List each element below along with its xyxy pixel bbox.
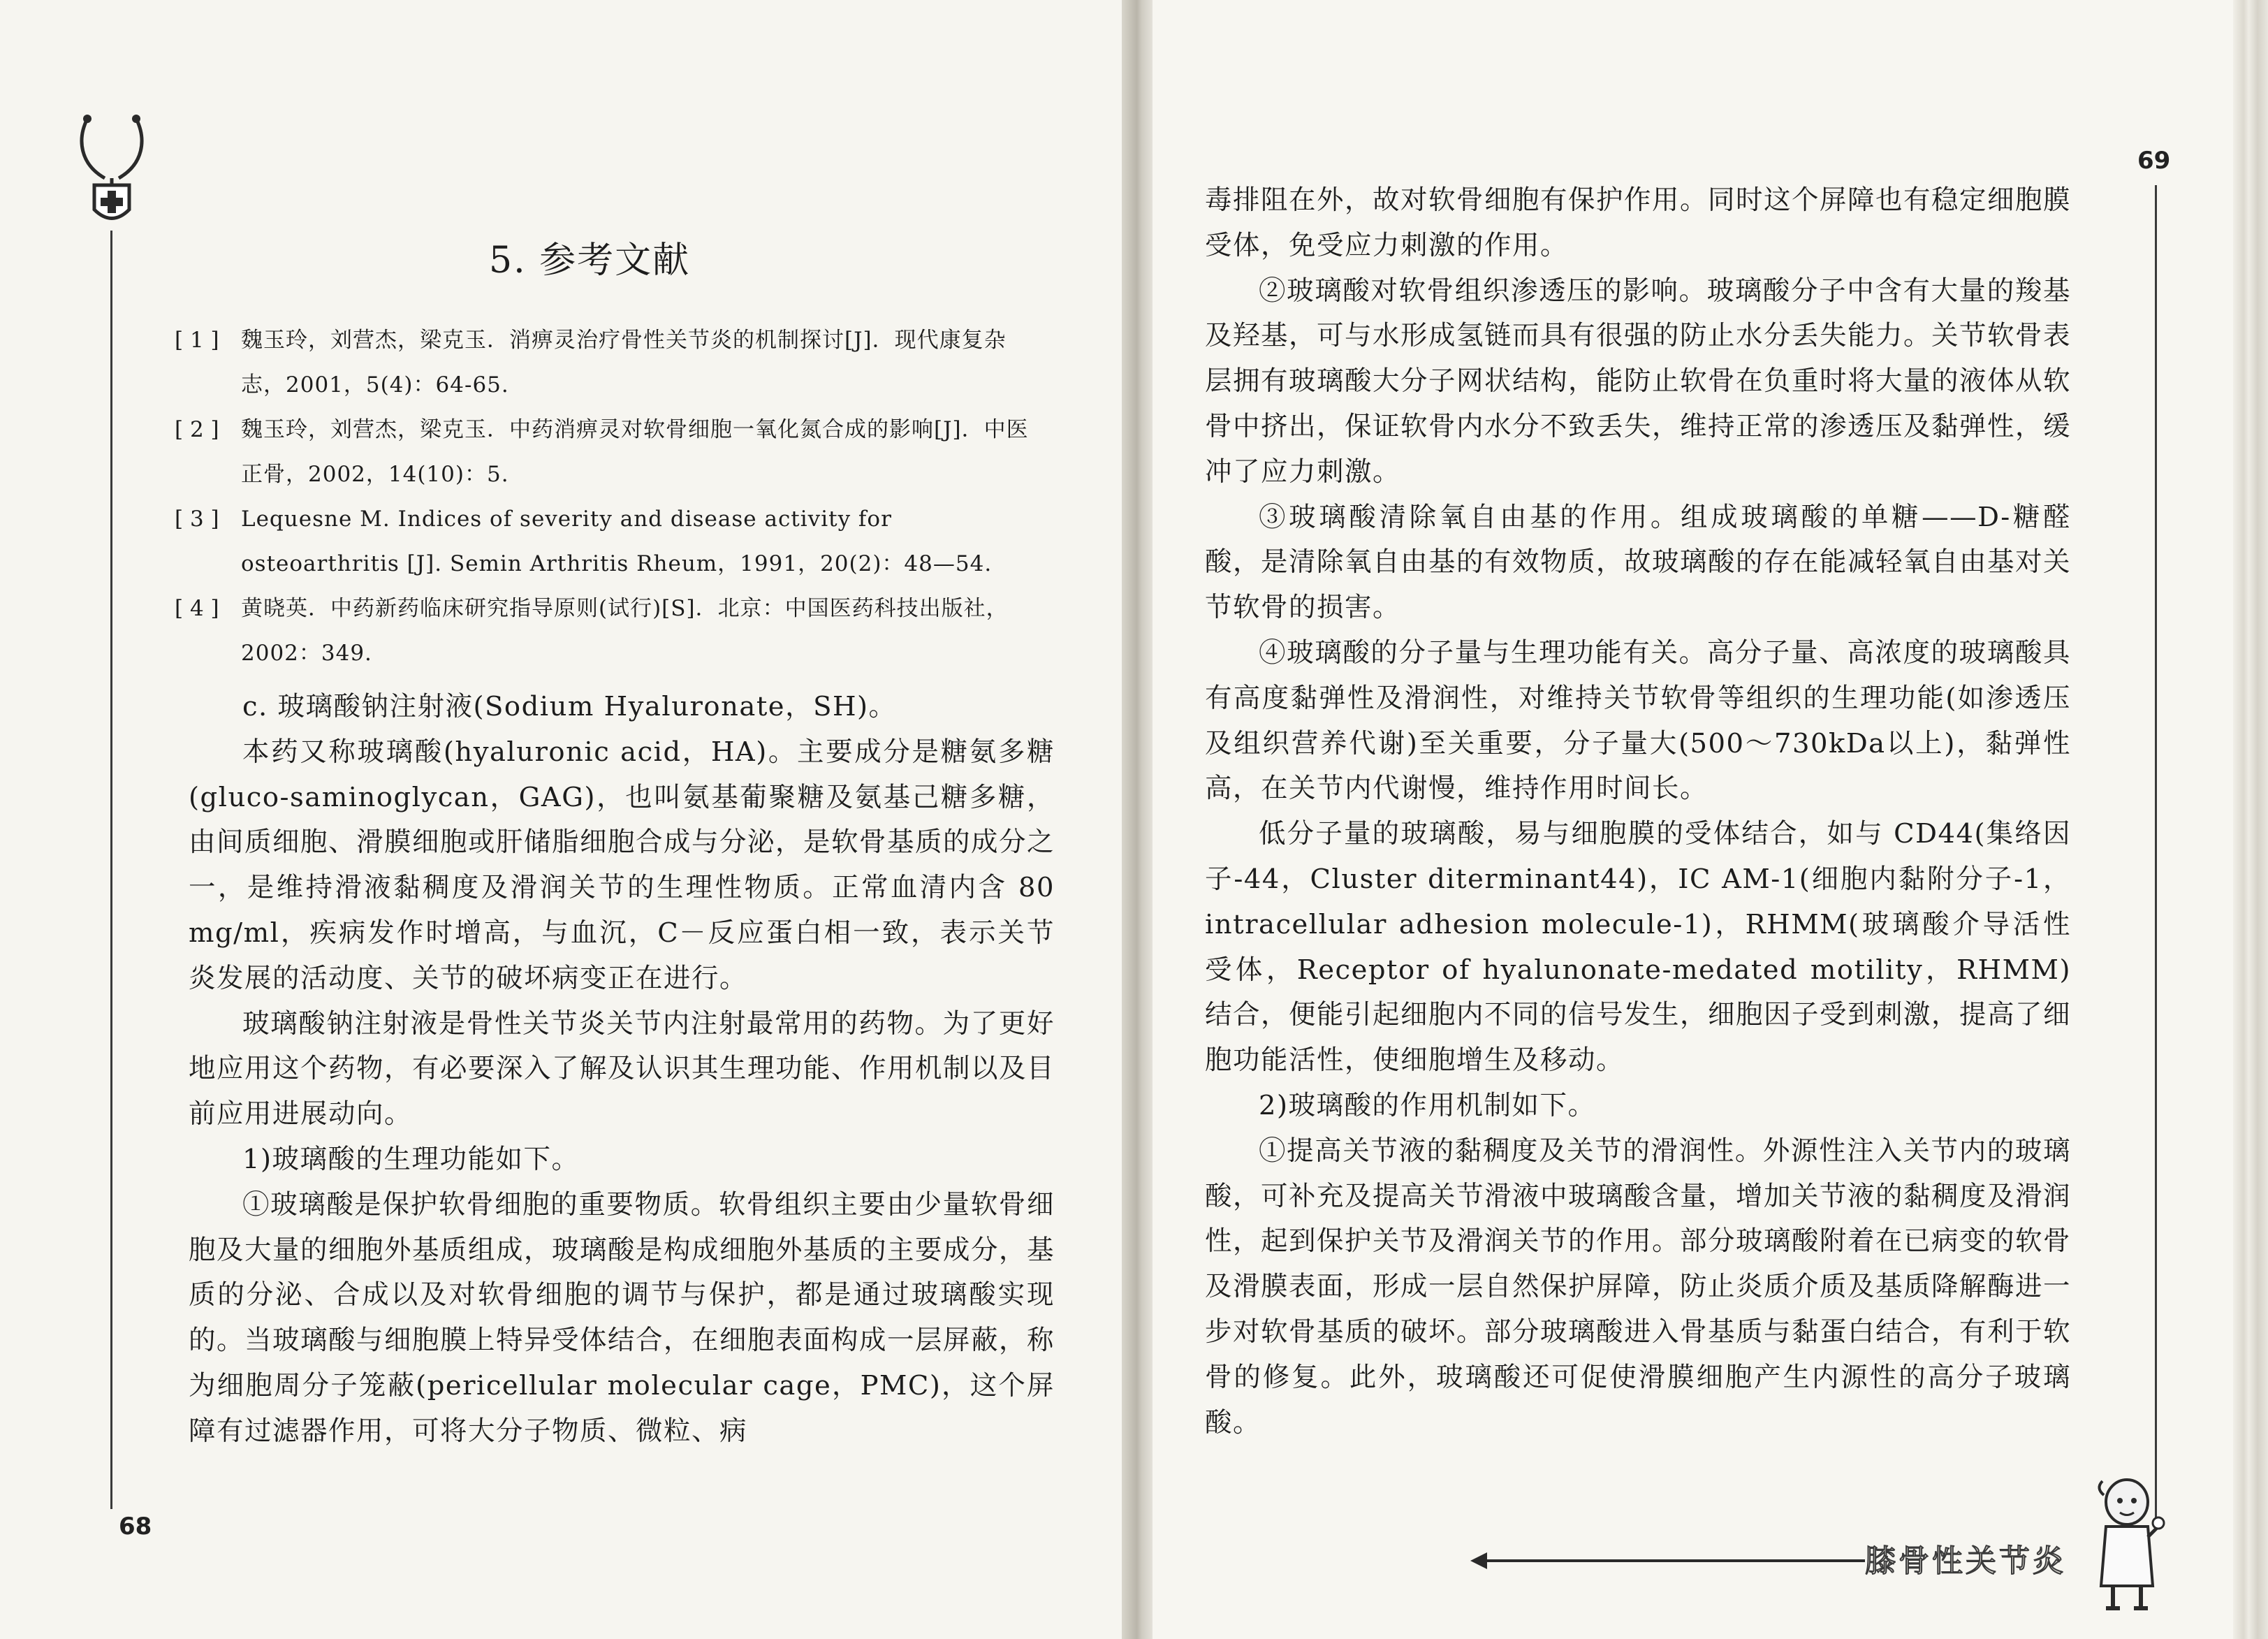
stethoscope-shield-icon (73, 112, 150, 231)
reference-text: 魏玉玲，刘营杰，梁克玉．中药消痹灵对软骨细胞一氧化氮合成的影响[J]．中医正骨，2002，14(10)：5. (241, 417, 1029, 487)
paragraph: ③玻璃酸清除氧自由基的作用。组成玻璃酸的单糖——D-糖醛酸，是清除氧自由基的有效物质，故玻璃酸的存在能减轻氧自由基对关节软骨的损害。 (1205, 501, 2072, 624)
paragraph: ②玻璃酸对软骨组织渗透压的影响。玻璃酸分子中含有大量的羧基及羟基，可与水形成氢链而具有很强的防止水分丢失能力。关节软骨表层拥有玻璃酸大分子网状结构，能防止软骨在负重时将大量的液体从软骨中挤出，保证软骨内水分不致丢失，维持正常的渗透压及黏弹性，缓冲了应力刺激。 (1205, 275, 2072, 488)
paragraph: ④玻璃酸的分子量与生理功能有关。高分子量、高浓度的玻璃酸具有高度黏弹性及滑润性，对维持关节软骨等组织的生理功能(如渗透压及组织营养代谢)至关重要，分子量大(500～730kDa以上)，黏弹性高，在关节内代谢慢，维持作用时间长。 (1205, 636, 2071, 805)
left-page (0, 0, 1125, 1639)
right-page (1153, 0, 2268, 1639)
page-edges (2233, 0, 2268, 1639)
paragraph: 玻璃酸钠注射液是骨性关节炎关节内注射最常用的药物。为了更好地应用这个药物，有必要深入了解及认识其生理功能、作用机制以及目前应用进展动向。 (189, 1007, 1055, 1130)
reference-text: Lequesne M. Indices of severity and disease activity for osteoarthritis [J]. Semin Arthritis Rheum，1991，20(2)：48—54. (241, 507, 993, 576)
reference-number: [ 1 ] (175, 328, 219, 353)
paragraph: 1)玻璃酸的生理功能如下。 (242, 1143, 580, 1175)
reference-item (175, 407, 1041, 497)
reference-item (175, 586, 1041, 676)
paragraph: ①玻璃酸是保护软骨细胞的重要物质。软骨组织主要由少量软骨细胞及大量的细胞外基质组成，玻璃酸是构成细胞外基质的主要成分，基质的分泌、合成以及对软骨细胞的调节与保护，都是通过玻璃酸实现的。当玻璃酸与细胞膜上特异受体结合，在细胞表面构成一层屏蔽，称为细胞周分子笼蔽(pericellular molecular cage，PMC)，这个屏障有过滤器作用，可将大分子物质、微粒、病 (189, 1188, 1055, 1447)
paragraph: 低分子量的玻璃酸，易与细胞膜的受体结合，如与 CD44(集络因子-44，Cluster diterminant44)，IC AM-1(细胞内黏附分子-1，intracellular adhesion molecule-1)，RHMM(玻璃酸介导活性受体，Receptor of hyalunonate-medated motility，RHMM)结合，便能引起细胞内不同的信号发生，细胞因子受到刺激，提高了细胞功能活性，使细胞增生及移动。 (1205, 818, 2072, 1077)
book-gutter (1122, 0, 1155, 1639)
paragraph: c. 玻璃酸钠注射液(Sodium Hyaluronate，SH)。 (242, 691, 897, 722)
paragraph: 2)玻璃酸的作用机制如下。 (1259, 1089, 1596, 1121)
page-number: 69 (2137, 147, 2171, 175)
reference-item (175, 497, 1041, 586)
section-heading: 5. 参考文献 (489, 240, 691, 282)
footer-rule (1481, 1559, 1865, 1562)
reference-text: 黄晓英．中药新药临床研究指导原则(试行)[S]．北京：中国医药科技出版社，2002：349. (241, 596, 1009, 666)
paragraph: 本药又称玻璃酸(hyaluronic acid，HA)。主要成分是糖氨多糖(gluco-saminoglycan，GAG)，也叫氨基葡聚糖及氨基己糖多糖，由间质细胞、滑膜细胞或肝储脂细胞合成与分泌，是软骨基质的成分之一，是维持滑液黏稠度及滑润关节的生理性物质。正常血清内含 80 mg/ml，疾病发作时增高，与血沉，C－反应蛋白相一致，表示关节炎发展的活动度、关节的破坏病变正在进行。 (189, 736, 1055, 994)
reference-item (175, 318, 1041, 407)
footer-book-title: 膝骨性关节炎 (1865, 1543, 2066, 1579)
doctor-cartoon-icon (2088, 1474, 2165, 1614)
reference-number: [ 3 ] (175, 507, 219, 532)
right-body-text (1205, 178, 2071, 1445)
reference-text: 魏玉玲，刘营杰，梁克玉．消痹灵治疗骨性关节炎的机制探讨[J]．现代康复杂志，2001，5(4)：64-65. (241, 328, 1007, 398)
reference-number: [ 4 ] (175, 596, 219, 621)
reference-list (175, 318, 1041, 676)
left-body-text (189, 685, 1055, 1455)
reference-number: [ 2 ] (175, 417, 219, 442)
left-margin-line (110, 231, 112, 1509)
right-margin-line (2155, 185, 2157, 1527)
paragraph: 毒排阻在外，故对软骨细胞有保护作用。同时这个屏障也有稳定细胞膜受体，免受应力刺激的作用。 (1205, 184, 2072, 261)
paragraph: ①提高关节液的黏稠度及关节的滑润性。外源性注入关节内的玻璃酸，可补充及提高关节滑液中玻璃酸含量，增加关节液的黏稠度及滑润性，起到保护关节及滑润关节的作用。部分玻璃酸附着在已病变的软骨及滑膜表面，形成一层自然保护屏障，防止炎质介质及基质降解酶进一步对软骨基质的破坏。部分玻璃酸进入骨基质与黏蛋白结合，有利于软骨的修复。此外，玻璃酸还可促使滑膜细胞产生内源性的高分子玻璃酸。 (1205, 1135, 2072, 1438)
page-number: 68 (119, 1513, 152, 1540)
